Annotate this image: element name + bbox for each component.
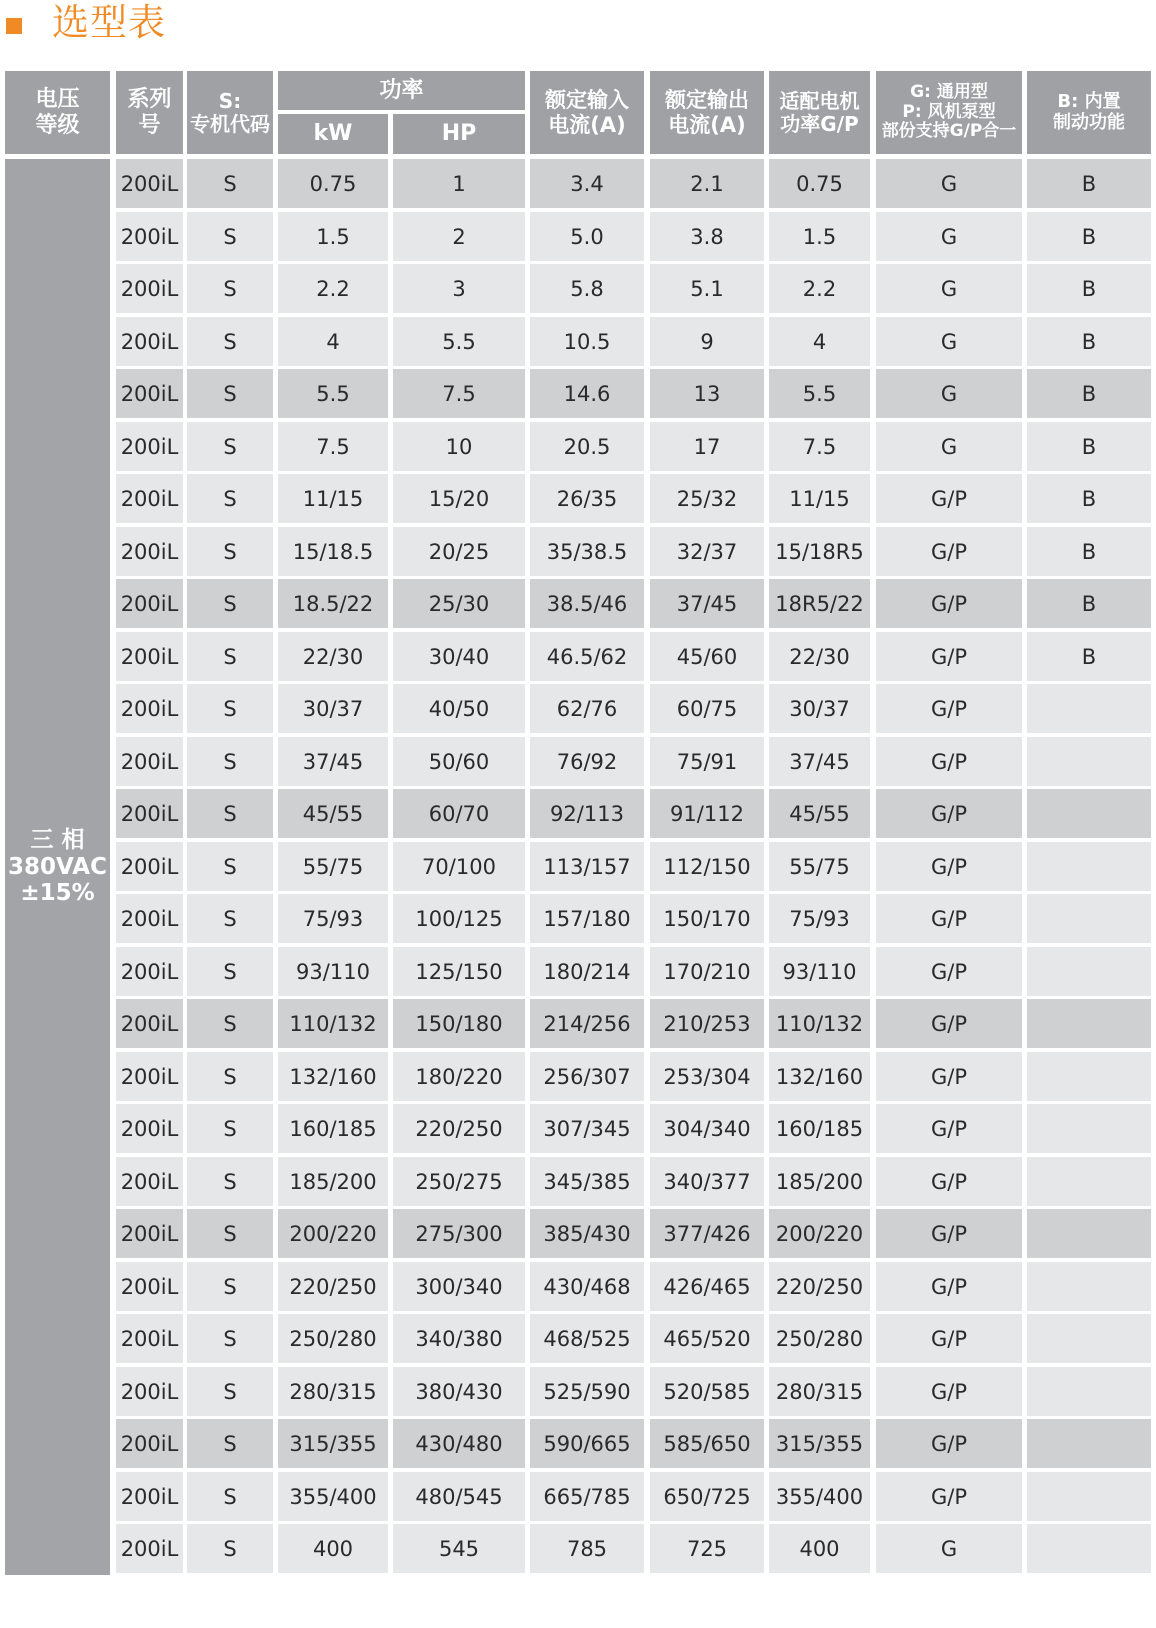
table-cell-code: S (187, 317, 273, 366)
table-cell-type: G/P (876, 1052, 1022, 1101)
table-cell-hp: 20/25 (393, 527, 525, 576)
table-cell-brake (1027, 1157, 1151, 1206)
title-bar (0, 0, 1156, 64)
table-cell-in: 76/92 (530, 737, 644, 786)
table-cell-motor: 0.75 (769, 159, 870, 208)
table-cell-motor: 11/15 (769, 474, 870, 523)
table-cell-code: S (187, 684, 273, 733)
table-cell-out: 210/253 (650, 999, 764, 1048)
header-type-text: G: 通用型 P: 风机泵型 部份支持G/P合一 (881, 82, 1017, 142)
table-cell-out: 91/112 (650, 789, 764, 838)
table-cell-code: S (187, 1367, 273, 1416)
voltage-group (5, 159, 110, 1575)
table-cell-type: G/P (876, 737, 1022, 786)
table-cell-series: 200iL (116, 317, 183, 366)
table-cell-brake: B (1027, 159, 1151, 208)
table-cell-series: 200iL (116, 632, 183, 681)
table-cell-brake (1027, 1104, 1151, 1153)
table-cell-in: 35/38.5 (530, 527, 644, 576)
table-cell-hp: 15/20 (393, 474, 525, 523)
header-code-text: S: 专机代码 (190, 88, 270, 136)
table-cell-code: S (187, 999, 273, 1048)
table-cell-type: G/P (876, 474, 1022, 523)
table-cell-in: 307/345 (530, 1104, 644, 1153)
table-cell-type: G (876, 264, 1022, 313)
table-cell-code: S (187, 1419, 273, 1468)
table-cell-brake (1027, 842, 1151, 891)
table-cell-brake (1027, 1209, 1151, 1258)
table-cell-kw: 220/250 (278, 1262, 388, 1311)
table-cell-motor: 315/355 (769, 1419, 870, 1468)
table-cell-series: 200iL (116, 1472, 183, 1521)
table-cell-type: G (876, 1524, 1022, 1573)
table-cell-kw: 2.2 (278, 264, 388, 313)
header-voltage (5, 71, 110, 154)
table-cell-kw: 15/18.5 (278, 527, 388, 576)
table-cell-motor: 15/18R5 (769, 527, 870, 576)
table-cell-type: G/P (876, 1419, 1022, 1468)
table-cell-hp: 275/300 (393, 1209, 525, 1258)
table-cell-code: S (187, 264, 273, 313)
table-cell-in: 525/590 (530, 1367, 644, 1416)
header-kw (278, 114, 388, 154)
table-cell-series: 200iL (116, 1419, 183, 1468)
table-cell-series: 200iL (116, 1209, 183, 1258)
table-cell-brake (1027, 789, 1151, 838)
table-cell-hp: 250/275 (393, 1157, 525, 1206)
table-cell-kw: 45/55 (278, 789, 388, 838)
table-cell-motor: 250/280 (769, 1314, 870, 1363)
table-cell-in: 665/785 (530, 1472, 644, 1521)
table-cell-kw: 4 (278, 317, 388, 366)
header-output-current (650, 71, 764, 154)
table-cell-out: 17 (650, 422, 764, 471)
table-cell-code: S (187, 422, 273, 471)
table-cell-out: 2.1 (650, 159, 764, 208)
table-cell-code: S (187, 632, 273, 681)
header-hp (393, 114, 525, 154)
table-cell-hp: 7.5 (393, 369, 525, 418)
header-power-text: 功率 (379, 77, 424, 103)
table-cell-code: S (187, 369, 273, 418)
table-cell-in: 385/430 (530, 1209, 644, 1258)
header-series (116, 71, 183, 154)
table-cell-brake (1027, 947, 1151, 996)
table-cell-motor: 220/250 (769, 1262, 870, 1311)
table-cell-code: S (187, 1157, 273, 1206)
table-cell-out: 304/340 (650, 1104, 764, 1153)
table-cell-type: G/P (876, 527, 1022, 576)
table-cell-type: G/P (876, 1262, 1022, 1311)
table-cell-hp: 2 (393, 212, 525, 261)
table-cell-out: 37/45 (650, 579, 764, 628)
table-cell-out: 13 (650, 369, 764, 418)
table-cell-motor: 280/315 (769, 1367, 870, 1416)
header-power (278, 71, 525, 110)
table-cell-in: 26/35 (530, 474, 644, 523)
table-cell-motor: 132/160 (769, 1052, 870, 1101)
table-cell-hp: 50/60 (393, 737, 525, 786)
table-cell-brake (1027, 1052, 1151, 1101)
table-cell-code: S (187, 1472, 273, 1521)
table-cell-series: 200iL (116, 842, 183, 891)
header-type (876, 71, 1022, 154)
table-cell-motor: 45/55 (769, 789, 870, 838)
table-cell-series: 200iL (116, 737, 183, 786)
table-cell-out: 75/91 (650, 737, 764, 786)
table-cell-in: 590/665 (530, 1419, 644, 1468)
table-cell-motor: 37/45 (769, 737, 870, 786)
table-cell-motor: 400 (769, 1524, 870, 1573)
table-cell-type: G (876, 159, 1022, 208)
table-cell-brake: B (1027, 212, 1151, 261)
table-cell-kw: 132/160 (278, 1052, 388, 1101)
table-cell-hp: 430/480 (393, 1419, 525, 1468)
table-cell-out: 585/650 (650, 1419, 764, 1468)
table-cell-type: G/P (876, 1209, 1022, 1258)
table-cell-code: S (187, 1262, 273, 1311)
table-cell-motor: 30/37 (769, 684, 870, 733)
table-cell-hp: 545 (393, 1524, 525, 1573)
table-cell-type: G/P (876, 1104, 1022, 1153)
table-cell-out: 60/75 (650, 684, 764, 733)
table-cell-in: 468/525 (530, 1314, 644, 1363)
table-cell-brake (1027, 1262, 1151, 1311)
table-cell-motor: 110/132 (769, 999, 870, 1048)
table-cell-motor: 160/185 (769, 1104, 870, 1153)
table-cell-series: 200iL (116, 264, 183, 313)
table-cell-code: S (187, 1209, 273, 1258)
table-cell-in: 5.0 (530, 212, 644, 261)
table-cell-series: 200iL (116, 684, 183, 733)
table-cell-code: S (187, 1104, 273, 1153)
header-kw-text: kW (313, 121, 353, 147)
table-cell-series: 200iL (116, 159, 183, 208)
table-cell-kw: 315/355 (278, 1419, 388, 1468)
table-cell-kw: 355/400 (278, 1472, 388, 1521)
table-cell-code: S (187, 842, 273, 891)
table-cell-in: 180/214 (530, 947, 644, 996)
table-cell-kw: 37/45 (278, 737, 388, 786)
table-cell-series: 200iL (116, 1052, 183, 1101)
table-cell-in: 256/307 (530, 1052, 644, 1101)
table-cell-kw: 18.5/22 (278, 579, 388, 628)
table-cell-type: G (876, 422, 1022, 471)
table-cell-code: S (187, 159, 273, 208)
table-cell-kw: 1.5 (278, 212, 388, 261)
table-cell-motor: 55/75 (769, 842, 870, 891)
table-cell-hp: 380/430 (393, 1367, 525, 1416)
table-cell-brake (1027, 1524, 1151, 1573)
table-cell-kw: 11/15 (278, 474, 388, 523)
table-cell-type: G/P (876, 684, 1022, 733)
table-cell-brake: B (1027, 474, 1151, 523)
table-cell-kw: 75/93 (278, 894, 388, 943)
table-cell-kw: 30/37 (278, 684, 388, 733)
table-cell-code: S (187, 737, 273, 786)
table-cell-motor: 355/400 (769, 1472, 870, 1521)
table-cell-hp: 220/250 (393, 1104, 525, 1153)
table-cell-brake (1027, 737, 1151, 786)
table-cell-kw: 400 (278, 1524, 388, 1573)
table-cell-in: 20.5 (530, 422, 644, 471)
header-input-current (530, 71, 644, 154)
header-brake-text: B: 内置 制动功能 (1053, 90, 1125, 133)
table-cell-in: 345/385 (530, 1157, 644, 1206)
header-input-current-text: 额定输入 电流(A) (545, 88, 629, 137)
table-cell-out: 650/725 (650, 1472, 764, 1521)
table-cell-code: S (187, 1314, 273, 1363)
table-cell-in: 113/157 (530, 842, 644, 891)
table-cell-type: G/P (876, 894, 1022, 943)
table-cell-code: S (187, 789, 273, 838)
table-cell-in: 38.5/46 (530, 579, 644, 628)
table-cell-type: G/P (876, 999, 1022, 1048)
table-cell-out: 32/37 (650, 527, 764, 576)
table-cell-type: G/P (876, 632, 1022, 681)
table-cell-type: G/P (876, 947, 1022, 996)
table-cell-in: 430/468 (530, 1262, 644, 1311)
table-cell-hp: 60/70 (393, 789, 525, 838)
table-cell-out: 426/465 (650, 1262, 764, 1311)
table-cell-series: 200iL (116, 1104, 183, 1153)
table-cell-motor: 22/30 (769, 632, 870, 681)
header-output-current-text: 额定输出 电流(A) (665, 88, 749, 137)
table-cell-series: 200iL (116, 1157, 183, 1206)
table-cell-motor: 18R5/22 (769, 579, 870, 628)
table-cell-code: S (187, 474, 273, 523)
table-cell-hp: 150/180 (393, 999, 525, 1048)
table-cell-code: S (187, 1524, 273, 1573)
table-cell-series: 200iL (116, 579, 183, 628)
table-cell-hp: 40/50 (393, 684, 525, 733)
table-cell-hp: 1 (393, 159, 525, 208)
table-cell-in: 3.4 (530, 159, 644, 208)
table-cell-out: 45/60 (650, 632, 764, 681)
table-cell-in: 62/76 (530, 684, 644, 733)
table-cell-in: 92/113 (530, 789, 644, 838)
table-cell-type: G/P (876, 1472, 1022, 1521)
table-cell-in: 214/256 (530, 999, 644, 1048)
table-cell-kw: 280/315 (278, 1367, 388, 1416)
table-cell-hp: 5.5 (393, 317, 525, 366)
table-cell-motor: 75/93 (769, 894, 870, 943)
table-cell-brake (1027, 1419, 1151, 1468)
table-cell-brake: B (1027, 579, 1151, 628)
table-cell-type: G (876, 369, 1022, 418)
table-cell-in: 46.5/62 (530, 632, 644, 681)
table-cell-kw: 160/185 (278, 1104, 388, 1153)
header-series-text: 系列 号 (127, 87, 172, 138)
table-cell-hp: 3 (393, 264, 525, 313)
table-cell-in: 14.6 (530, 369, 644, 418)
table-cell-hp: 100/125 (393, 894, 525, 943)
table-cell-motor: 4 (769, 317, 870, 366)
header-brake (1027, 71, 1151, 154)
table-cell-type: G/P (876, 789, 1022, 838)
title-square-icon (6, 18, 22, 34)
table-cell-in: 785 (530, 1524, 644, 1573)
table-cell-kw: 22/30 (278, 632, 388, 681)
table-cell-type: G/P (876, 1314, 1022, 1363)
table-cell-kw: 110/132 (278, 999, 388, 1048)
table-cell-type: G (876, 317, 1022, 366)
page-title: 选型表 (52, 1, 166, 44)
table-cell-kw: 0.75 (278, 159, 388, 208)
table-cell-out: 253/304 (650, 1052, 764, 1101)
table-cell-hp: 300/340 (393, 1262, 525, 1311)
table-cell-motor: 200/220 (769, 1209, 870, 1258)
table-cell-motor: 7.5 (769, 422, 870, 471)
table-cell-hp: 10 (393, 422, 525, 471)
table-cell-in: 157/180 (530, 894, 644, 943)
table-cell-series: 200iL (116, 894, 183, 943)
table-cell-brake: B (1027, 632, 1151, 681)
table-cell-hp: 340/380 (393, 1314, 525, 1363)
table-cell-kw: 7.5 (278, 422, 388, 471)
table-cell-hp: 480/545 (393, 1472, 525, 1521)
table-cell-series: 200iL (116, 369, 183, 418)
table-cell-series: 200iL (116, 212, 183, 261)
table-cell-brake: B (1027, 422, 1151, 471)
table-cell-kw: 250/280 (278, 1314, 388, 1363)
table-cell-kw: 185/200 (278, 1157, 388, 1206)
table-cell-motor: 185/200 (769, 1157, 870, 1206)
table-cell-series: 200iL (116, 999, 183, 1048)
table-cell-out: 25/32 (650, 474, 764, 523)
table-cell-type: G (876, 212, 1022, 261)
table-cell-out: 5.1 (650, 264, 764, 313)
table-cell-code: S (187, 894, 273, 943)
table-cell-code: S (187, 1052, 273, 1101)
table-cell-brake (1027, 999, 1151, 1048)
table-cell-out: 520/585 (650, 1367, 764, 1416)
table-cell-out: 725 (650, 1524, 764, 1573)
table-cell-brake (1027, 1367, 1151, 1416)
table-cell-code: S (187, 212, 273, 261)
table-cell-in: 10.5 (530, 317, 644, 366)
table-cell-series: 200iL (116, 474, 183, 523)
table-cell-series: 200iL (116, 422, 183, 471)
table-cell-series: 200iL (116, 1367, 183, 1416)
table-cell-out: 170/210 (650, 947, 764, 996)
table-cell-brake: B (1027, 369, 1151, 418)
table-cell-out: 465/520 (650, 1314, 764, 1363)
table-cell-out: 340/377 (650, 1157, 764, 1206)
table-cell-series: 200iL (116, 1262, 183, 1311)
table-cell-code: S (187, 579, 273, 628)
table-cell-type: G/P (876, 579, 1022, 628)
table-cell-type: G/P (876, 842, 1022, 891)
table-cell-code: S (187, 947, 273, 996)
table-cell-brake (1027, 894, 1151, 943)
table-cell-brake (1027, 1472, 1151, 1521)
table-cell-out: 3.8 (650, 212, 764, 261)
table-cell-brake (1027, 684, 1151, 733)
header-motor-power (769, 71, 870, 154)
table-cell-brake: B (1027, 317, 1151, 366)
table-cell-hp: 125/150 (393, 947, 525, 996)
table-cell-out: 150/170 (650, 894, 764, 943)
table-cell-type: G/P (876, 1157, 1022, 1206)
table-cell-in: 5.8 (530, 264, 644, 313)
table-cell-series: 200iL (116, 527, 183, 576)
table-cell-series: 200iL (116, 1314, 183, 1363)
table-cell-kw: 5.5 (278, 369, 388, 418)
table-cell-kw: 93/110 (278, 947, 388, 996)
table-cell-out: 112/150 (650, 842, 764, 891)
table-cell-hp: 25/30 (393, 579, 525, 628)
table-cell-brake: B (1027, 527, 1151, 576)
table-cell-kw: 200/220 (278, 1209, 388, 1258)
table-cell-motor: 2.2 (769, 264, 870, 313)
table-cell-motor: 93/110 (769, 947, 870, 996)
table-cell-hp: 180/220 (393, 1052, 525, 1101)
table-cell-out: 377/426 (650, 1209, 764, 1258)
header-hp-text: HP (441, 121, 477, 147)
header-voltage-text: 电压 等级 (35, 87, 80, 138)
table-cell-code: S (187, 527, 273, 576)
table-cell-series: 200iL (116, 947, 183, 996)
table-cell-out: 9 (650, 317, 764, 366)
table-cell-brake (1027, 1314, 1151, 1363)
header-code (187, 71, 273, 154)
table-cell-series: 200iL (116, 1524, 183, 1573)
voltage-group-text: 三 相 380VAC ±15% (8, 827, 107, 907)
table-cell-motor: 5.5 (769, 369, 870, 418)
table-cell-hp: 30/40 (393, 632, 525, 681)
table-cell-motor: 1.5 (769, 212, 870, 261)
table-cell-kw: 55/75 (278, 842, 388, 891)
header-motor-power-text: 适配电机 功率G/P (779, 88, 860, 136)
table-cell-brake: B (1027, 264, 1151, 313)
table-cell-type: G/P (876, 1367, 1022, 1416)
table-cell-series: 200iL (116, 789, 183, 838)
table-cell-hp: 70/100 (393, 842, 525, 891)
